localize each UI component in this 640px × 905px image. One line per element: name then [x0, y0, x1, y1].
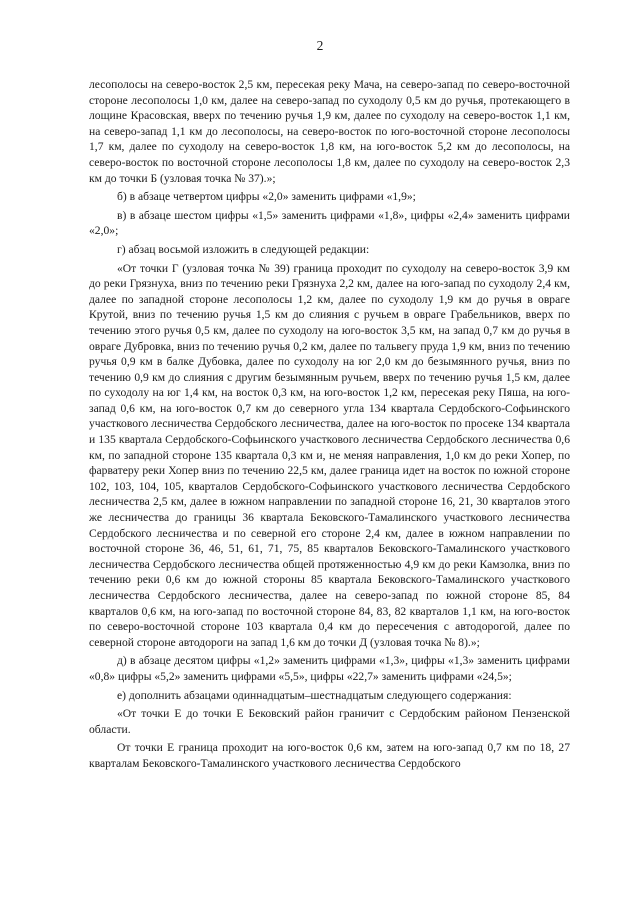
- paragraph-item-d: д) в абзаце десятом цифры «1,2» заменить цифрами «1,3», цифры «1,3» заменить цифрами «0,8» цифры «5,2» заменить цифрами «5,5», цифры «22,7» заменить цифрами «24,5»;: [89, 654, 570, 683]
- paragraph-item-g: г) абзац восьмой изложить в следующей редакции:: [117, 242, 370, 256]
- paragraph-boundary-continuation: От точки Е граница проходит на юго-восток 0,6 км, затем на юго-запад 0,7 км по 18, 27 кварталам Бековского-Тамалинского участкового лесничества Сердобского: [89, 741, 570, 770]
- paragraph-item-v: в) в абзаце шестом цифры «1,5» заменить цифрами «1,8», цифры «2,4» заменить цифрами «2,0»;: [89, 208, 570, 238]
- paragraph-item-b: б) в абзаце четвертом цифры «2,0» заменить цифрами «1,9»;: [117, 190, 416, 204]
- page-number: 2: [316, 38, 324, 53]
- document-body: [89, 77, 570, 772]
- paragraph-quoted-boundary: «От точки Г (узловая точка № 39) граница проходит по суходолу на северо-восток 3,9 км до реки Грязнуха, вниз по течению реки Грязнуха 2,2 км, далее на юго-запад по суходолу 2,4 км, далее по западной стороне лесополосы 1,2 км, далее по суходолу 1,9 км до ручья в овраге Крутой, вниз по течению ручья 1,5 км до слияния с ручьем в овраге Грабельников, вверх по течению этого ручья 0,5 км, далее по суходолу на юго-восток 3,5 км, на запад 0,7 км до ручья в овраге Дубровка, вниз по течению ручья 0,2 км, далее по тальвегу пруда 1,9 км, вниз по течению ручья 0,9 км в балке Дубовка, далее по суходолу на юг 2,0 км до безымянного ручья, вниз по течению 0,9 км до слияния с другим безымянным ручьем, вверх по течению ручья 1,5 км, далее по суходолу на юг 1,4 км, на восток 0,3 км, на юго-восток 1,2 км, пересекая реку Пяша, на юго-запад 0,6 км, на юго-восток 0,7 км до северного угла 134 квартала Сердобского-Софьинского участкового лесничества Сердобского лесничества, далее на юго-восток по просеке 134 квартала и 135 квартала Сердобского-Софьинского участкового лесничества Сердобского лесничества 0,6 км, по западной стороне 135 квартала 0,3 км и, не меняя направления, 1,0 км до реки Хопер, по фарватеру реки Хопер вниз по течению 22,5 км, далее граница идет на восток по южной стороне 102, 103, 104, 105, кварталов Сердобского-Софьинского участкового лесничества Сердобского лесничества 2,5 км, далее в южном направлении по западной стороне 16, 21, 30 кварталов этого же лесничества до границы 36 квартала Бековского-Тамалинского участкового лесничества Сердобского лесничества и по северной его стороне 2,4 км, далее в южном направлении по восточной стороне 36, 46, 51, 61, 71, 75, 85 кварталов Бековского-Тамалинского участкового лесничества Сердобского лесничества общей протяженностью 4,9 км до реки Камзолка, вниз по течению реки 0,6 км до южной стороны 85 квартала Бековского-Тамалинского участкового лесничества Сердобского лесничества, далее на северо-запад по южной стороне 85, 84 кварталов 0,6 км, на юго-запад по восточной стороне 84, 83, 82 кварталов 1,1 км, на юго-восток по северо-восточной стороне 103 квартала 0,4 км до пересечения с автодорогой, далее по северной стороне автодороги на запад 1,6 км до точки Д (узловая точка № 8).»;: [89, 261, 570, 649]
- paragraph-continuation: лесополосы на северо-восток 2,5 км, пересекая реку Мача, на северо-запад по северо-восточной стороне лесополосы 1,0 км, далее на северо-запад по суходолу 0,5 км до ручья, протекающего в лощине Красовская, вверх по течению ручья 1,9 км, далее по суходолу на северо-восток 1,1 км, на северо-запад 1,1 км до лесополосы, на северо-восток по юго-восточной стороне лесополосы 1,7 км, далее по суходолу на северо-восток 1,8 км, на юго-восток 5,2 км до лесополосы, на северо-восток по восточной стороне лесополосы 1,8 км, далее по суходолу на северо-восток 2,3 км до точки Б (узловая точка № 37).»;: [89, 78, 570, 185]
- paragraph-quoted-district: «От точки Е до точки Е Бековский район граничит с Сердобским районом Пензенской области.: [89, 707, 570, 736]
- paragraph-item-e: е) дополнить абзацами одиннадцатым–шестнадцатым следующего содержания:: [117, 688, 512, 702]
